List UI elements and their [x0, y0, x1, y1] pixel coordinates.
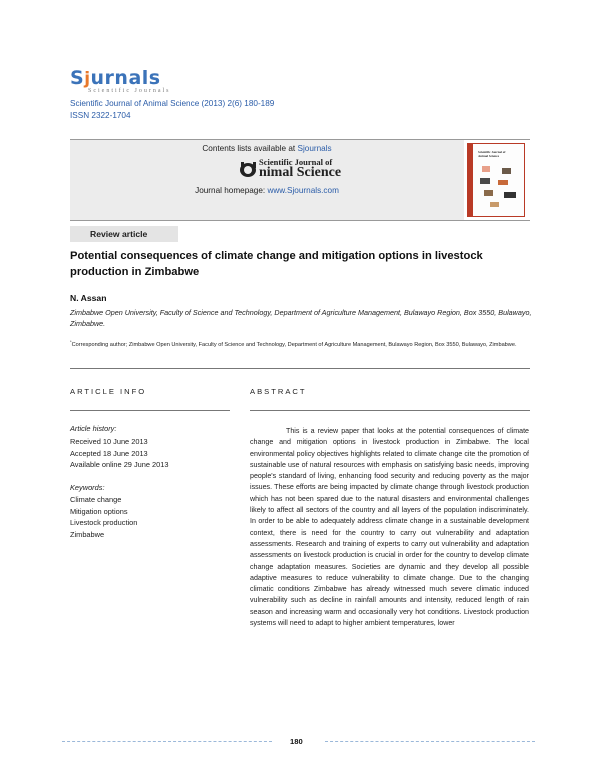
corresponding-text: Corresponding author; Zimbabwe Open University, Faculty of Science and Technology, Department of Agriculture Management, Bulawayo Region, Box 3550, Bulawayo, Zimbabwe.	[71, 341, 517, 348]
keyword-item: Mitigation options	[70, 506, 128, 516]
journal-citation[interactable]: Scientific Journal of Animal Science (2013) 2(6) 180-189	[70, 99, 275, 108]
keyword-item: Zimbabwe	[70, 529, 105, 539]
cover-title-line1: Scientific Journal of	[478, 150, 506, 154]
abstract-divider	[250, 410, 530, 411]
contents-line	[70, 144, 464, 153]
sjournals-link[interactable]: Sjournals	[297, 144, 332, 153]
journal-issn: ISSN 2322-1704	[70, 111, 131, 120]
author-affiliation: Zimbabwe Open University, Faculty of Science and Technology, Department of Agriculture Management, Bulawayo Region, Box 3550, Bulawayo, Zimbabwe.	[70, 308, 532, 328]
corresponding-marker: *	[70, 339, 72, 344]
page-number: 180	[290, 737, 303, 746]
author-name: N. Assan	[70, 293, 107, 303]
cover-band	[468, 144, 473, 216]
corresponding-author	[70, 337, 540, 350]
online-date: Available online 29 June 2013	[70, 460, 169, 469]
journal-title-logo	[237, 157, 367, 181]
keyword-item: Climate change	[70, 495, 122, 504]
homepage-line	[70, 186, 464, 195]
animal-a-glyph-icon	[238, 159, 259, 179]
abstract-heading: ABSTRACT	[250, 387, 307, 396]
logo-letter-o: j	[84, 69, 91, 89]
cover-animals-icon	[476, 164, 522, 212]
cover-title-line2: Animal Science	[478, 154, 499, 158]
article-title: Potential consequences of climate change and mitigation options in livestock production in Zimbabwe	[70, 250, 483, 278]
article-history-label: Article history:	[70, 424, 117, 433]
journal-name-top: Scientific Journal of	[259, 157, 333, 167]
footer-rule-right	[325, 741, 535, 742]
keywords-label: Keywords:	[70, 483, 105, 492]
section-divider-top	[70, 368, 530, 369]
article-info-divider	[70, 410, 230, 411]
cover-title	[478, 150, 505, 158]
sjournals-logo	[70, 68, 171, 94]
journal-cover-image	[467, 143, 525, 217]
received-date: Received 10 June 2013	[70, 437, 148, 446]
logo-letter-s: S	[70, 67, 85, 89]
logo-subtitle: Scientific Journals	[88, 88, 171, 94]
journal-header-box	[70, 139, 530, 221]
accepted-date: Accepted 18 June 2013	[70, 448, 148, 458]
keywords-list	[70, 494, 137, 540]
abstract-text: This is a review paper that looks at the potential consequences of climate change and mitigation options in livestock production in Zimbabwe. The local environmental policy objectives highlights related to climate change cite the promotion of sustainable use of natural resources with emphasis on satisfying basic needs, improving people's standard of living, enhancing food security and reducing poverty as the major issues. These efforts are being impacted by climate change through livestock production which has not been spared due to the natural disasters and environmental challenges likely to affect all sectors of the country and all layers of the population indiscriminately. In order to be able to adequately address climate change in a sustainable development context, there is need for the country to carry out vulnerability and adaptation assessments. Research and training of experts to carry out vulnerability and adaptation assessments on livestock production is crucial in order for the country to develop climate change adaptation measures. Societies are dynamic and they develop all possible adaptive measures to reduce vulnerability to climate change. Due to the changing climatic conditions Zimbabwe has already witnessed much severe climatic induced vulnerability such as decline in rainfall amounts and intensity, reduced length of rain season and increasing warm and occasionally very hot conditions. Livestock production systems will need to adapt to higher ambient temperatures, lower	[250, 427, 529, 628]
contents-prefix: Contents lists available at	[202, 144, 298, 153]
keyword-item: Livestock production	[70, 518, 138, 527]
article-type-badge: Review article	[70, 226, 178, 242]
article-history	[70, 436, 169, 471]
footer-rule-left	[62, 741, 272, 742]
journal-info	[70, 98, 274, 122]
logo-rest: urnals	[90, 67, 161, 89]
article-info-heading: ARTICLE INFO	[70, 387, 147, 396]
homepage-prefix: Journal homepage:	[195, 186, 268, 195]
homepage-link[interactable]: www.Sjournals.com	[267, 186, 339, 195]
journal-name-bottom: nimal Science	[259, 165, 342, 180]
